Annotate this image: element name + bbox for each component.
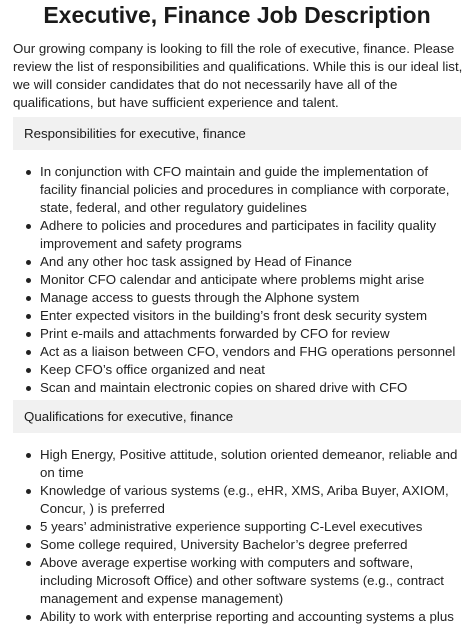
list-item: Act as a liaison between CFO, vendors and FHG operations personnel <box>40 343 465 361</box>
intro-paragraph: Our growing company is looking to fill the role of executive, finance. Please review the list of responsibilities and qualifications. While this is our ideal list, we will consider candidates that do not necessarily have all of the qualifications, but have sufficient experience and talent. <box>13 41 463 110</box>
list-item: Ability to work with enterprise reporting and accounting systems a plus <box>40 608 465 626</box>
page-title: Executive, Finance Job Description <box>43 2 431 28</box>
responsibilities-heading: Responsibilities for executive, finance <box>13 117 461 150</box>
list-item: Monitor CFO calendar and anticipate where problems might arise <box>40 271 465 289</box>
list-item: Enter expected visitors in the building’s front desk security system <box>40 307 465 325</box>
list-item: Some college required, University Bachelor’s degree preferred <box>40 536 465 554</box>
list-item: High Energy, Positive attitude, solution oriented demeanor, reliable and on time <box>40 446 465 482</box>
list-item: Above average expertise working with computers and software, including Microsoft Office) and other software systems (e.g., contract management and expense management) <box>40 554 465 608</box>
list-item: And any other hoc task assigned by Head of Finance <box>40 253 465 271</box>
list-item: In conjunction with CFO maintain and guide the implementation of facility financial policies and procedures in compliance with corporate, state, federal, and other regulatory guidelines <box>40 163 465 217</box>
list-item: Keep CFO’s office organized and neat <box>40 361 465 379</box>
list-item: Manage access to guests through the Alphone system <box>40 289 465 307</box>
list-item: Knowledge of various systems (e.g., eHR, XMS, Ariba Buyer, AXIOM, Concur, ) is preferred <box>40 482 465 518</box>
qualifications-list <box>40 446 465 626</box>
list-item: Scan and maintain electronic copies on shared drive with CFO <box>40 379 465 397</box>
responsibilities-list <box>40 163 465 397</box>
qualifications-heading: Qualifications for executive, finance <box>13 400 461 433</box>
list-item: Print e-mails and attachments forwarded by CFO for review <box>40 325 465 343</box>
list-item: 5 years’ administrative experience supporting C-Level executives <box>40 518 465 536</box>
list-item: Adhere to policies and procedures and participates in facility quality improvement and safety programs <box>40 217 465 253</box>
